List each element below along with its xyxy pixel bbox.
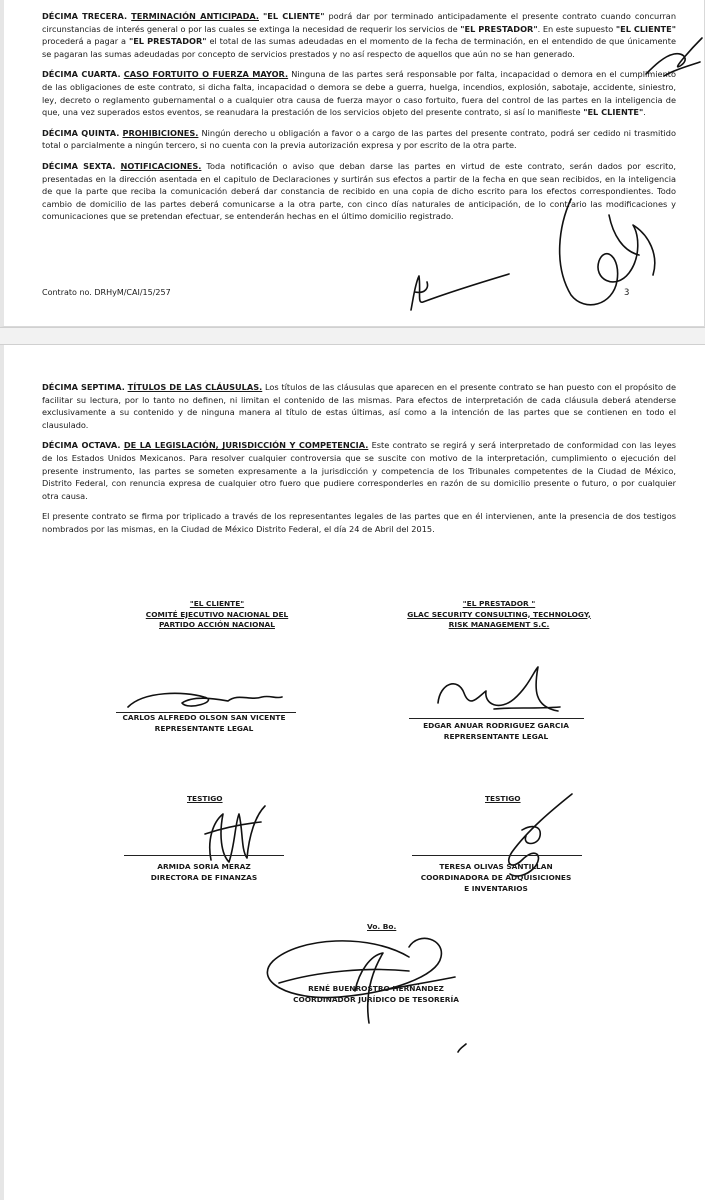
clause-title: PROHIBICIONES. — [122, 127, 199, 138]
client-party-block — [122, 599, 312, 631]
client-label: "EL CLIENTE" — [189, 599, 245, 608]
party-keyword: "EL CLIENTE" — [615, 23, 676, 34]
provider-party-block — [390, 599, 608, 631]
page-number: 3 — [624, 288, 630, 298]
clause-title: TERMINACIÓN ANTICIPADA. — [131, 11, 259, 21]
clause-number: DÉCIMA OCTAVA. — [42, 440, 121, 451]
client-org-line1: COMITÉ EJECUTIVO NACIONAL DEL — [145, 609, 289, 619]
provider-signer-role: REPRERSENTANTE LEGAL — [443, 732, 549, 741]
page2-clause-list — [42, 381, 676, 544]
witness-left-role: DIRECTORA DE FINANZAS — [150, 873, 258, 882]
clause-text: Ninguna de las partes será responsable por falta, incapacidad o demora en el cumplimiento de las obligaciones de este contrato, si dicha falta, incapacidad o demora se debe a guerra, huelga, incendios, explosión, sabotaje, accidente, siniestro, ley, decreto o reglamento gubernamental o a cualquier otra causa de fuerza mayor o caso fortuito, fuera del control de las partes en la inteligencia de que, una vez superados estos eventos, se reanudara la prestación de los servicios objeto del presente contrato, si así lo manifieste — [42, 69, 676, 118]
provider-signature-line — [409, 718, 584, 719]
contract-page-4 — [0, 345, 705, 1200]
client-signer-role: REPRESENTANTE LEGAL — [154, 724, 254, 733]
clause-title: NOTIFICACIONES. — [120, 160, 202, 171]
clause-text: procederá a pagar a — [42, 36, 129, 47]
approval-name: RENÉ BUENROSTRO HERNÁNDEZ — [308, 984, 444, 993]
witness-right-block — [396, 861, 596, 894]
clause-text: podrá dar por terminado anticipadamente el presente contrato cuando concurran circunstancias de interés general o por las cuales se extinga la necesidad de requerir los servicios de — [42, 11, 677, 34]
clause-text: Toda notificación o aviso que deban darse las partes en virtud de este contrato, serán dados por escrito, presentadas en la dirección asentada en el capitulo de Declaraciones y surtirán sus efectos a partir de la fecha en que sean recibidos, en la inteligencia de que la parte que reciba la comunicación deberá dar constancia de recibido en una copia de dicho escrito para los efectos correspondientes. Todo cambio de domicilio de las partes deberá comunicarse a la otra parte, con cinco días naturales de anticipación, de lo contrario las modificaciones y comunicaciones que se pretendan efectuar, se entenderán hechas en el último domicilio registrado. — [42, 160, 676, 222]
witness-right-role-line1: COORDINADORA DE ADQUISICIONES — [420, 873, 572, 882]
witness-left-block — [104, 861, 304, 883]
clause-text: . En este supuesto — [537, 23, 616, 34]
page-separator — [0, 327, 705, 345]
provider-signer-name: EDGAR ANUAR RODRIGUEZ GARCIA — [423, 721, 569, 730]
clause-paragraph — [42, 68, 676, 118]
approval-label: Vo. Bo. — [367, 922, 397, 931]
party-keyword: "EL PRESTADOR" — [128, 36, 207, 47]
clause-number: DÉCIMA CUARTA. — [42, 69, 121, 80]
party-keyword: "EL PRESTADOR" — [460, 23, 538, 34]
clause-number: DÉCIMA QUINTA. — [42, 127, 120, 138]
clause-paragraph — [42, 127, 676, 152]
witness-right-role-line2: E INVENTARIOS — [464, 884, 528, 893]
clause-paragraph — [42, 381, 676, 431]
client-signer-name: CARLOS ALFREDO OLSON SAN VICENTE — [122, 713, 286, 722]
witness-right-name: TERESA OLIVAS SANTILLAN — [439, 862, 553, 871]
provider-label: "EL PRESTADOR " — [462, 599, 536, 608]
provider-signature — [434, 663, 564, 719]
clause-number: DÉCIMA TRECERA. — [42, 11, 128, 21]
stray-mark — [456, 1042, 468, 1054]
margin-initial-signature — [644, 36, 704, 86]
witness-left-label: TESTIGO — [187, 794, 223, 803]
witness-left-line — [124, 855, 284, 856]
clause-title: TÍTULOS DE LAS CLÁUSULAS. — [127, 382, 263, 392]
clause-text: Ningún derecho u obligación a favor o a cargo de las partes del presente contrato, podrá ser cedido ni trasmitido total o parcialmente a ningún tercero, si no cuenta con la previa autorización expresa y por escrito de la otra parte. — [42, 127, 676, 151]
clause-text: . — [643, 107, 646, 118]
footer-signature-left — [399, 262, 519, 312]
witness-left-name: ARMIDA SORIA MERAZ — [157, 862, 251, 871]
contract-page-3 — [0, 0, 705, 327]
clause-number: DÉCIMA SEXTA. — [42, 160, 116, 171]
witness-right-label: TESTIGO — [485, 794, 521, 803]
clause-text: Los títulos de las cláusulas que aparecen en el presente contrato se han puesto con el propósito de facilitar su lectura, por lo tanto no definen, ni limitan el contenido de las mismas. Para efectos de interpretación de cada cláusula deberá atenderse exclusivamente a su contenido y de ninguna manera al título de estas últimas, así como a la intención de las partes que se contienen en todo el clausulado. — [42, 382, 677, 430]
provider-org-line2: RISK MANAGEMENT S.C. — [448, 620, 550, 629]
approval-role: COORDINADOR JURÍDICO DE TESORERÍA — [293, 995, 459, 1004]
clause-title: CASO FORTUITO O FUERZA MAYOR. — [123, 69, 289, 80]
provider-signer-block — [396, 720, 596, 742]
footer-signature-right — [549, 195, 669, 313]
closing-statement: El presente contrato se firma por triplicado a través de los representantes legales de las partes que en él intervienen, ante la presencia de dos testigos nombrados por las mismas, en la Ciudad de México Distrito Federal, el día 24 de Abril del 2015. — [42, 511, 676, 534]
client-signer-block — [104, 712, 304, 734]
approval-block — [266, 983, 486, 1005]
clause-title: DE LA LEGISLACIÓN, JURISDICCIÓN Y COMPETENCIA. — [123, 440, 369, 451]
clause-number: DÉCIMA SEPTIMA. — [42, 382, 125, 392]
provider-org-line1: GLAC SECURITY CONSULTING, TECHNOLOGY, — [407, 609, 591, 619]
party-keyword: "EL CLIENTE" — [583, 107, 644, 118]
client-org-line2: PARTIDO ACCIÓN NACIONAL — [159, 620, 275, 629]
witness-right-line — [412, 855, 582, 856]
contract-reference: Contrato no. DRHyM/CAI/15/257 — [42, 288, 171, 297]
approval-signature — [259, 927, 469, 1037]
clause-text: Este contrato se regirá y será interpretado de conformidad con las leyes de los Estados Unidos Mexicanos. Para resolver cualquier controversia que se suscite con motivo de la interpretación, cumplimiento o ejecución del presente instrumento, las partes se someten expresamente a la jurisdicción y competencia de los Tribunales competentes de la Ciudad de México, Distrito Federal, con renuncia expresa de cualquier otro fuero que pudiere corresponderles en razón de su domicilio presente o futuro, o por cualquier otra causa. — [42, 440, 677, 501]
witness-left-signature — [199, 800, 269, 870]
clause-paragraph — [42, 10, 676, 60]
party-keyword: "EL CLIENTE" — [262, 11, 325, 21]
client-signature — [124, 685, 284, 715]
clause-paragraph — [42, 439, 676, 502]
clause-text: el total de las sumas adeudadas en el momento de la fecha de terminación, en el entendido de que únicamente se pagaran las sumas adeudadas por concepto de servicios prestados y no así respecto de aquellos que aún no se han generado. — [42, 36, 676, 59]
